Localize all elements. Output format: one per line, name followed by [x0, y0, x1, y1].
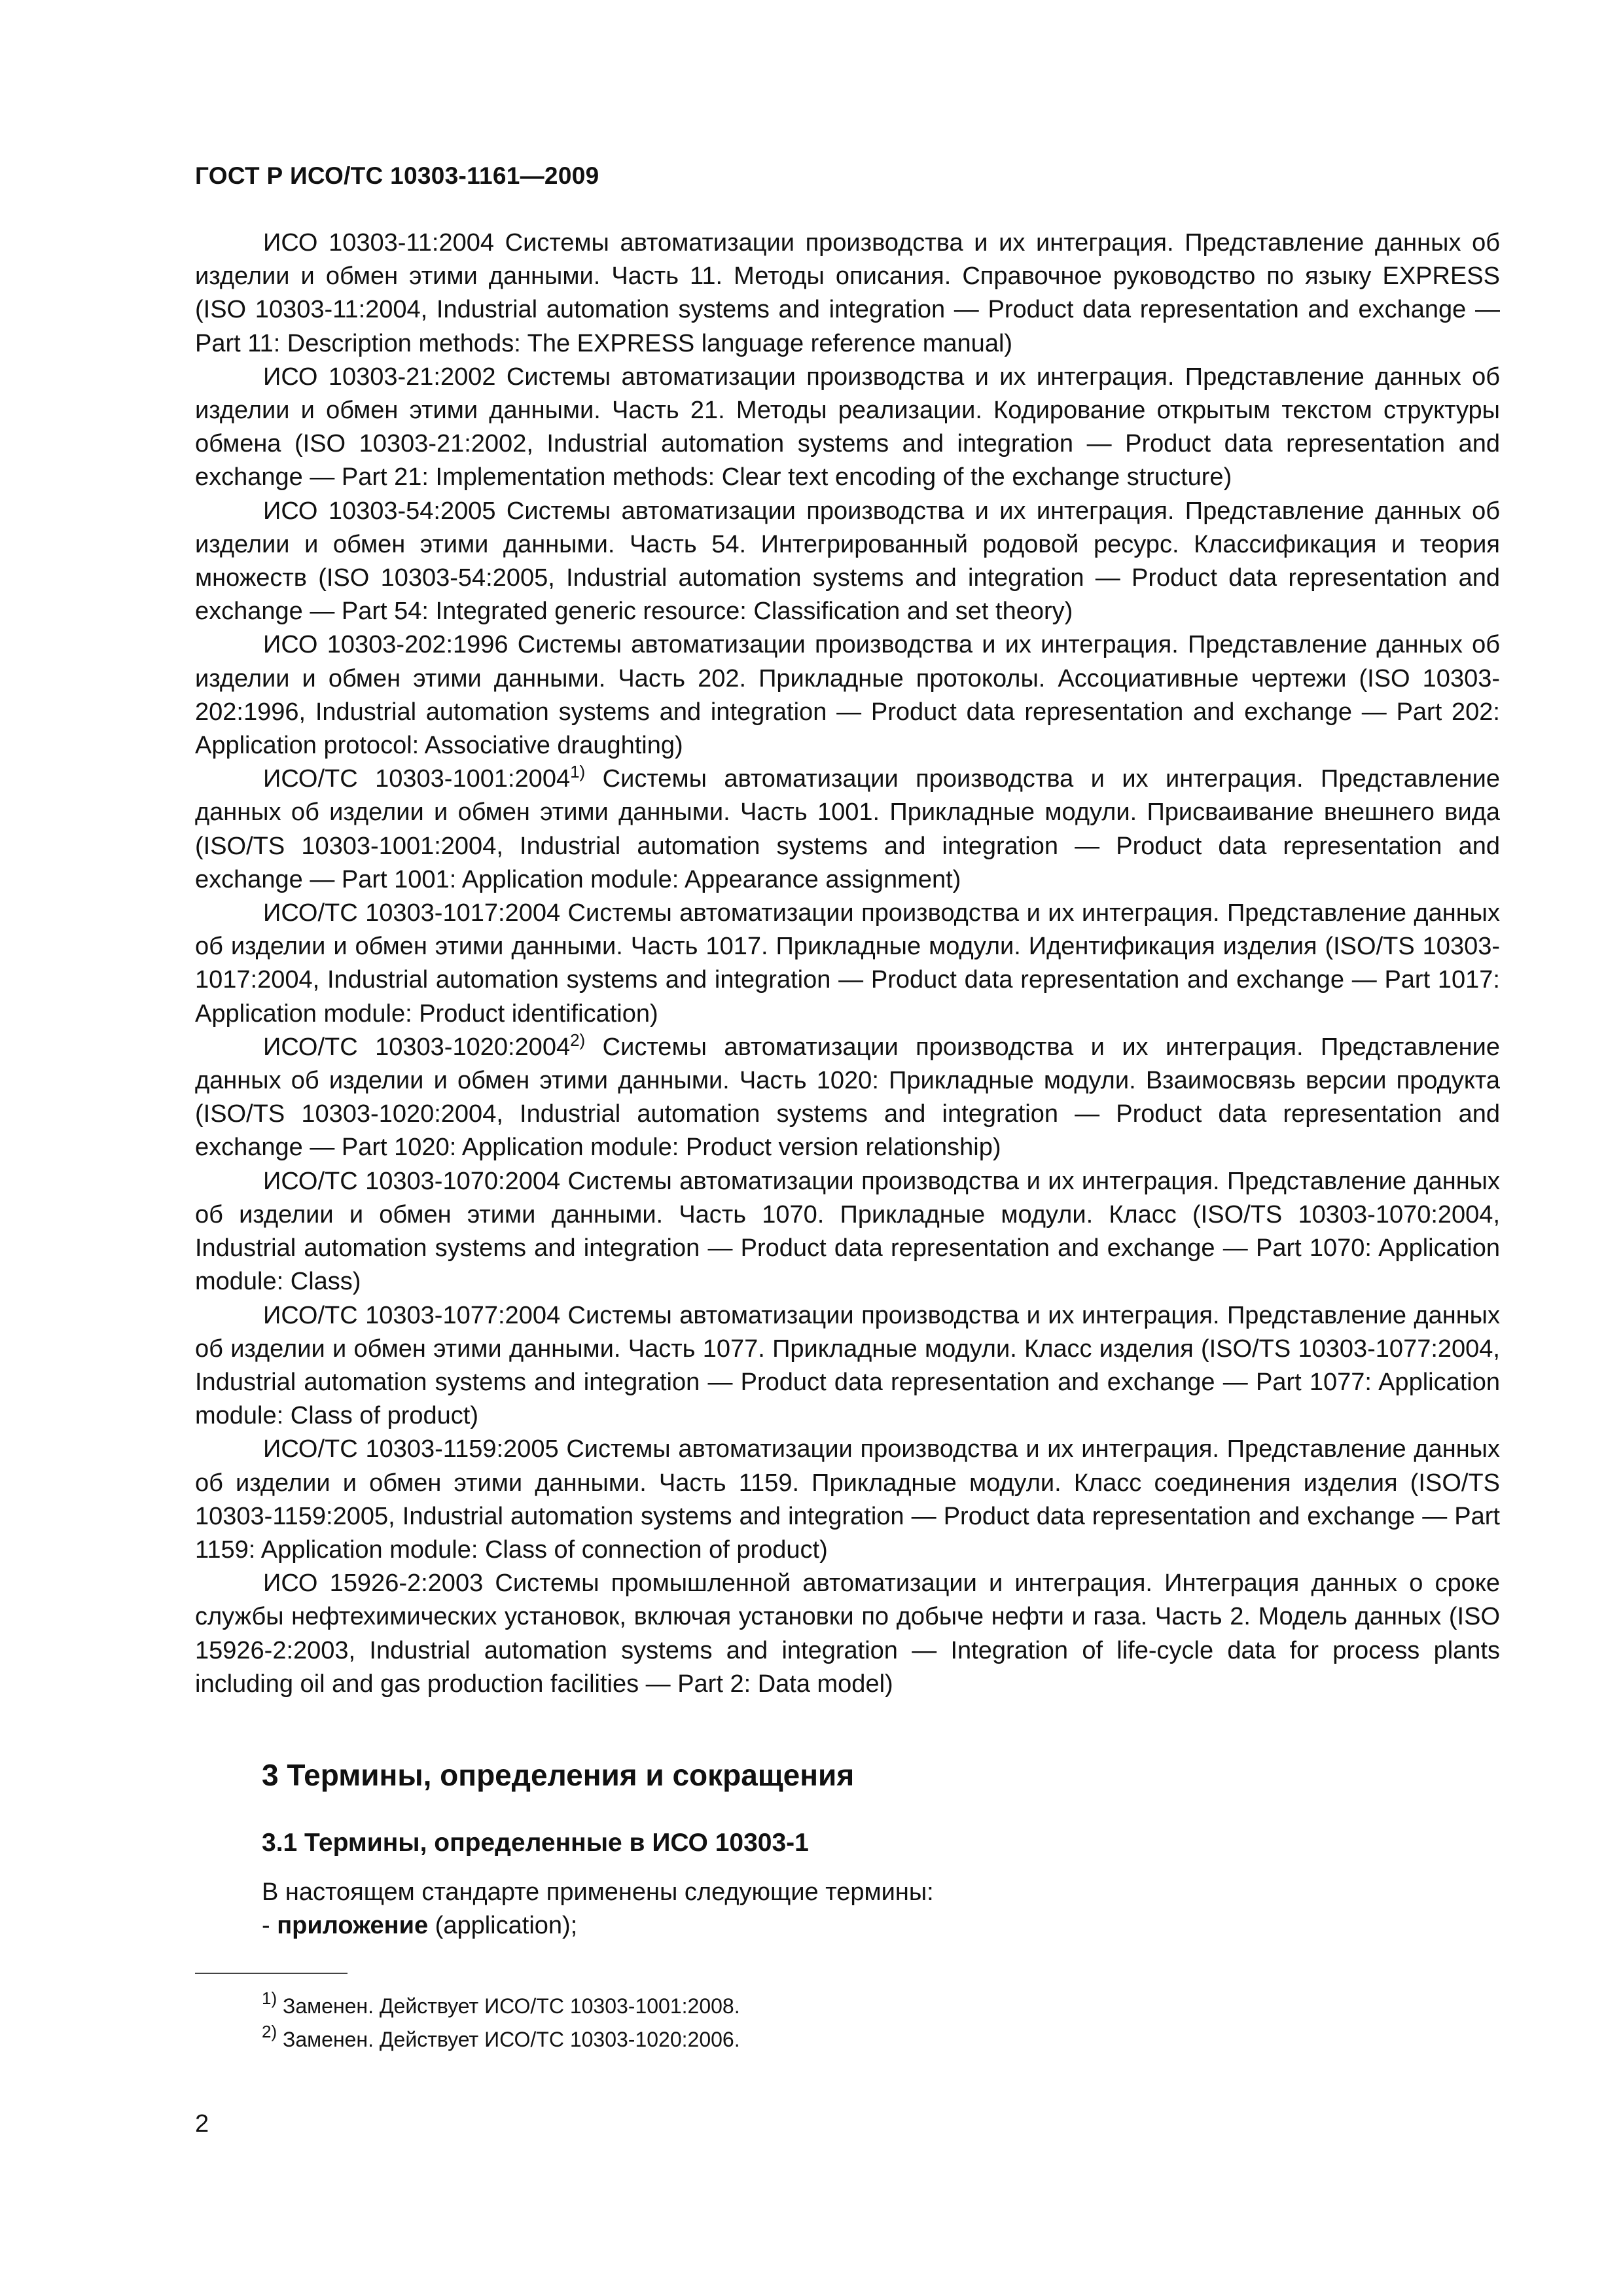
reference-text: Системы автоматизации производства и их интеграция. Представление данных об изделии и обмен этими данными. Часть 21. Методы реализации. Кодирование открытым текстом структуры обмена (ISO 10303-21:2002, Industrial automation systems and integration — Product data representation and exchange — Part 21: Implementation methods: Clear text encoding of the exchange structure)	[195, 363, 1500, 492]
reference-item	[195, 1567, 1500, 1701]
page-number: 2	[195, 2110, 209, 2138]
reference-code: ИСО/ТС 10303-1020:2004	[263, 1033, 571, 1061]
reference-item	[195, 628, 1500, 762]
document-header: ГОСТ Р ИСО/ТС 10303-1161—2009	[195, 162, 599, 189]
reference-text: Системы автоматизации производства и их интеграция. Представление данных об изделии и обмен этими данными. Часть 202. Прикладные протоколы. Ассоциативные чертежи (ISO 10303-202:1996, Industrial automation systems and integration — Product data representation and exchange — Part 202: Application protocol: Associative draughting)	[195, 631, 1500, 760]
reference-item	[195, 1165, 1500, 1299]
footnote-text: Заменен. Действует ИСО/ТС 10303-1020:2006.	[277, 2028, 740, 2052]
reference-item	[195, 1299, 1500, 1433]
reference-item	[195, 1433, 1500, 1567]
term-name: приложение	[277, 1912, 429, 1939]
footnotes	[262, 1990, 740, 2056]
reference-code: ИСО 15926-2:2003	[263, 1570, 484, 1598]
reference-text: Системы автоматизации производства и их интеграция. Представление данных об изделии и обмен этими данными. Часть 11. Методы описания. Справочное руководство по языку EXPRESS (ISO 10303-11:2004, Industrial automation systems and integration — Product data representation and exchange — Part 11: Description methods: The EXPRESS language reference manual)	[195, 229, 1500, 357]
term-english: (application);	[428, 1912, 578, 1939]
reference-code: ИСО/ТС 10303-1017:2004	[263, 899, 561, 927]
reference-text: Системы автоматизации производства и их интеграция. Представление данных об изделии и обмен этими данными. Часть 1017. Прикладные модули. Идентификация изделия (ISO/TS 10303-1017:2004, Industrial automation systems and integration — Product data representation and exchange — Part 1017: Application module: Product identification)	[195, 899, 1500, 1028]
reference-code: ИСО/ТС 10303-1159:2005	[263, 1435, 559, 1463]
footnote-item	[262, 2023, 740, 2056]
footnote-separator	[195, 1973, 348, 1974]
reference-code: ИСО 10303-54:2005	[263, 497, 496, 525]
reference-text: Системы автоматизации производства и их интеграция. Представление данных об изделии и обмен этими данными. Часть 1159. Прикладные модули. Класс соединения изделия (ISO/TS 10303-1159:2005, Industrial automation systems and integration — Product data representation and exchange — Part 1159: Application module: Class of connection of product)	[195, 1435, 1500, 1564]
footnote-marker: 2)	[570, 1030, 586, 1050]
normative-references-list	[195, 226, 1500, 1701]
reference-item	[195, 762, 1500, 897]
footnote-text: Заменен. Действует ИСО/ТС 10303-1001:2008.	[277, 1994, 740, 2018]
reference-code: ИСО 10303-21:2002	[263, 363, 496, 391]
footnote-marker: 1)	[570, 762, 586, 782]
term-bullet: -	[262, 1912, 277, 1939]
reference-item	[195, 897, 1500, 1031]
reference-code: ИСО/ТС 10303-1077:2004	[263, 1301, 561, 1329]
reference-code: ИСО 10303-11:2004	[263, 229, 494, 257]
reference-text: Системы автоматизации производства и их интеграция. Представление данных об изделии и обмен этими данными. Часть 54. Интегрированный родовой ресурс. Классификация и теория множеств (ISO 10303-54:2005, Industrial automation systems and integration — Product data representation and exchange — Part 54: Integrated generic resource: Classification and set theory)	[195, 497, 1500, 626]
reference-code: ИСО/ТС 10303-1070:2004	[263, 1167, 561, 1195]
reference-text: Системы автоматизации производства и их интеграция. Представление данных об изделии и обмен этими данными. Часть 1001. Прикладные модули. Присваивание внешнего вида (ISO/TS 10303-1001:2004, Industrial automation systems and integration — Product data representation and exchange — Part 1001: Application module: Appearance assignment)	[195, 765, 1500, 893]
footnote-mark: 2)	[262, 2022, 277, 2042]
reference-item	[195, 226, 1500, 361]
reference-text: Системы автоматизации производства и их интеграция. Представление данных об изделии и обмен этими данными. Часть 1070. Прикладные модули. Класс (ISO/TS 10303-1070:2004, Industrial automation systems and integration — Product data representation and exchange — Part 1070: Application module: Class)	[195, 1167, 1500, 1296]
reference-item	[195, 361, 1500, 495]
reference-text: Системы автоматизации производства и их интеграция. Представление данных об изделии и обмен этими данными. Часть 1077. Прикладные модули. Класс изделия (ISO/TS 10303-1077:2004, Industrial automation systems and integration — Product data representation and exchange — Part 1077: Application module: Class of product)	[195, 1301, 1500, 1430]
footnote-mark: 1)	[262, 1988, 277, 2008]
footnote-item	[262, 1990, 740, 2023]
subsection-heading: 3.1 Термины, определенные в ИСО 10303-1	[262, 1829, 809, 1857]
reference-item	[195, 1031, 1500, 1165]
reference-code: ИСО 10303-202:1996	[263, 631, 508, 659]
reference-text: Системы автоматизации производства и их интеграция. Представление данных об изделии и обмен этими данными. Часть 1020: Прикладные модули. Взаимосвязь версии продукта (ISO/TS 10303-1020:2004, Industrial automation systems and integration — Product data representation and exchange — Part 1020: Application module: Product version relationship)	[195, 1033, 1500, 1162]
section-heading: 3 Термины, определения и сокращения	[262, 1758, 855, 1792]
reference-text: Системы промышленной автоматизации и интеграция. Интеграция данных о сроке службы нефтехимических установок, включая установки по добыче нефти и газа. Часть 2. Модель данных (ISO 15926-2:2003, Industrial automation systems and integration — Integration of life-cycle data for process plants including oil and gas production facilities — Part 2: Data model)	[195, 1570, 1500, 1698]
reference-code: ИСО/ТС 10303-1001:2004	[263, 765, 571, 793]
term-list-item	[262, 1909, 577, 1943]
section-intro: В настоящем стандарте применены следующие термины:	[262, 1878, 934, 1906]
reference-item	[195, 495, 1500, 629]
